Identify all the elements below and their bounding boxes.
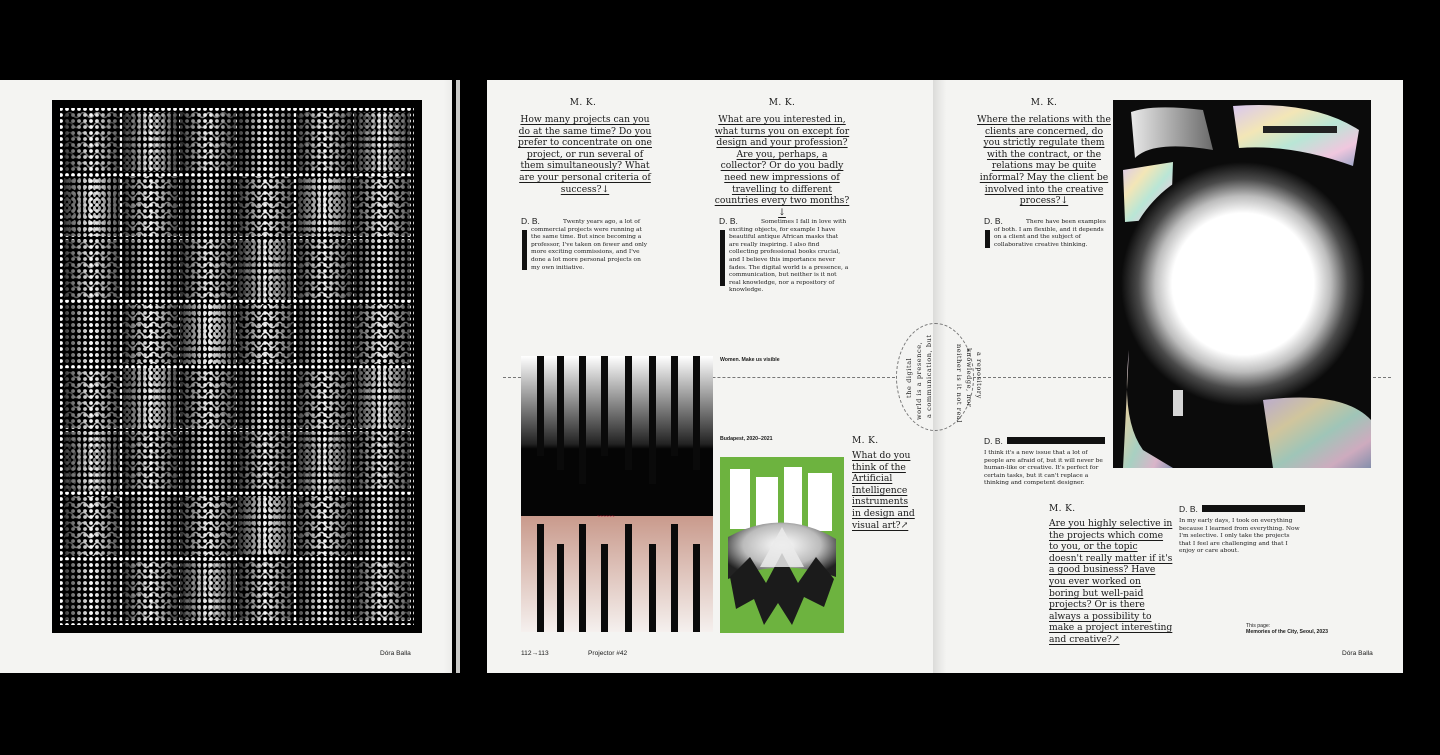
op-art-shade xyxy=(64,240,120,300)
circle-quote-line-3: a communication, but xyxy=(925,334,933,418)
page-numbers: 112→113 xyxy=(521,650,549,657)
op-art-shade xyxy=(122,304,178,364)
speaker-mk-1: M. K. xyxy=(569,98,597,108)
poster-bar xyxy=(671,356,678,456)
op-art-pattern xyxy=(52,100,422,633)
circle-quote-line-1: the digital xyxy=(905,357,913,398)
poster-bar xyxy=(625,356,632,470)
speaker-db-selective: D. B. xyxy=(1179,504,1198,514)
op-art-shade xyxy=(180,112,236,172)
circle-quote-line-5: knowledge, nor xyxy=(965,348,973,408)
right-spread xyxy=(487,80,1403,673)
circle-quote-line-6: a repository xyxy=(975,352,983,399)
op-art-shade xyxy=(238,304,294,364)
women-poster-art xyxy=(521,356,713,632)
this-page-title: Memories of the City, Seoul, 2023 xyxy=(1246,629,1329,635)
poster-bar xyxy=(601,356,608,456)
op-art-shade xyxy=(354,176,410,236)
op-art-shade xyxy=(64,304,120,364)
right-footer-name: Dóra Balla xyxy=(1342,650,1373,657)
op-art-shade xyxy=(238,176,294,236)
poster-bar xyxy=(579,524,586,632)
this-page-label: This page: xyxy=(1246,623,1271,629)
op-art-shade xyxy=(296,432,352,492)
left-page xyxy=(0,80,452,673)
op-art-shade xyxy=(180,432,236,492)
question-clients[interactable]: Where the relations with the clients are concerned, do you strictly regulate them with the contract, or the relations may be quite informal? May the client be involved into the creative process?↓ xyxy=(977,114,1111,207)
answer-projects: Twenty years ago, a lot of commercial projects were running at the same time. But since becoming a professor, I've taken on fewer and only more exciting commissions, and I've done a lot more personal projects on my own initiative. xyxy=(531,219,648,271)
poster-bar xyxy=(693,544,700,632)
op-art-shade xyxy=(180,304,236,364)
op-art-shade xyxy=(238,240,294,300)
op-art-shade xyxy=(238,432,294,492)
op-art-shade xyxy=(180,560,236,620)
speaker-db-3: D. B. xyxy=(984,216,1003,226)
poster-bar xyxy=(693,356,700,470)
poster-bar xyxy=(557,356,564,470)
op-art-shade xyxy=(296,496,352,556)
speaker-mk-2: M. K. xyxy=(768,98,796,108)
magazine-issue: Projector #42 xyxy=(588,650,628,657)
op-art-shade xyxy=(64,368,120,428)
poster-bar xyxy=(671,524,678,632)
circle-quote-line-2: world is a presence, xyxy=(915,341,923,420)
op-art-shade xyxy=(296,112,352,172)
op-art-shade xyxy=(64,496,120,556)
op-art-shade xyxy=(64,112,120,172)
question-projects[interactable]: How many projects can you do at the same time? Do you prefer to concentrate on one project, or run several of them simultaneously? What are your personal criteria of success?↓ xyxy=(518,114,652,195)
op-art-shade xyxy=(296,560,352,620)
question-interests[interactable]: What are you interested in, what turns you on except for design and your profession? Are you, perhaps, a collector? Or do you badly need new impressions of travelling to different countries every two months?↓ xyxy=(714,114,850,218)
op-art-shade xyxy=(122,368,178,428)
left-footer-name: Dóra Balla xyxy=(380,650,411,657)
op-art-shade xyxy=(354,496,410,556)
op-art-shade xyxy=(180,240,236,300)
op-art-shade xyxy=(296,304,352,364)
op-art-shade xyxy=(122,496,178,556)
op-art-shade xyxy=(122,432,178,492)
op-art-shade xyxy=(122,560,178,620)
answer-bar-1 xyxy=(522,230,527,270)
poster-bar xyxy=(537,524,544,632)
op-art-shade xyxy=(122,112,178,172)
op-art-shade xyxy=(296,176,352,236)
op-art-shade xyxy=(296,240,352,300)
op-art-shade xyxy=(122,240,178,300)
speaker-mk-3: M. K. xyxy=(1030,98,1058,108)
op-art-shade xyxy=(354,368,410,428)
circle-quote-line-4: neither is it not real xyxy=(955,344,963,424)
op-art-shade xyxy=(64,560,120,620)
women-poster xyxy=(521,356,713,632)
op-art-shade xyxy=(180,496,236,556)
memories-seoul-artwork xyxy=(1113,100,1371,468)
answer-bar-selective xyxy=(1202,505,1305,512)
op-art-shade xyxy=(180,368,236,428)
speaker-db-2: D. B. xyxy=(719,216,738,226)
op-art-shade xyxy=(238,368,294,428)
memories-seoul-art xyxy=(1113,100,1371,468)
budapest-poster-art xyxy=(720,457,844,633)
op-art-shade xyxy=(354,560,410,620)
op-art-shade xyxy=(122,176,178,236)
op-art-shade xyxy=(238,560,294,620)
answer-interests: Sometimes I fall in love with exciting objects, for example I have beautiful antique African masks that are really inspiring. I also find collecting professional books crucial, and I believe this importance never fades. The digital world is a presence, a communication, but neither is it not real knowledge, nor a repository of knowledge. xyxy=(729,219,849,294)
op-art-shade xyxy=(354,432,410,492)
op-art-shade xyxy=(238,112,294,172)
op-art-shade xyxy=(296,368,352,428)
speaker-db-ai: D. B. xyxy=(984,436,1003,446)
page-gap xyxy=(456,80,460,673)
poster-bar xyxy=(579,356,586,484)
poster-bar xyxy=(649,356,656,484)
op-art-shade xyxy=(64,432,120,492)
op-art-artwork xyxy=(52,100,422,633)
poster-bar xyxy=(649,544,656,632)
speaker-mk-selective: M. K. xyxy=(1049,504,1076,514)
speaker-db-1: D. B. xyxy=(521,216,540,226)
poster-bar xyxy=(601,544,608,632)
poster-bar xyxy=(625,524,632,632)
poster-bar xyxy=(537,356,544,456)
question-ai[interactable]: What do you think of the Artificial Intelligence instruments in design and visual art?↗ xyxy=(852,450,915,531)
answer-selective: In my early days, I took on everything because I learned from everything. Now I'm selective. I only take the projects that I feel are challenging and that I enjoy or care about. xyxy=(1179,518,1300,555)
answer-bar-3 xyxy=(985,230,990,248)
op-art-shade xyxy=(180,176,236,236)
answer-bar-ai xyxy=(1007,437,1105,444)
budapest-caption: Budapest, 2020–2021 xyxy=(720,436,773,442)
answer-bar-2 xyxy=(720,230,725,286)
op-art-shade xyxy=(354,240,410,300)
poster-bar xyxy=(557,544,564,632)
svg-text:~~~~~~: ~~~~~~ xyxy=(597,514,615,520)
op-art-shade xyxy=(354,304,410,364)
op-art-shade xyxy=(64,176,120,236)
op-art-shade xyxy=(354,112,410,172)
op-art-shade xyxy=(238,496,294,556)
women-caption: Women. Make us visible xyxy=(720,357,780,363)
answer-clients: There have been examples of both. I am flexible, and it depends on a client and the subject of collaborative creative thinking. xyxy=(994,219,1106,248)
answer-ai: I think it's a new issue that a lot of people are afraid of, but it will never be human-like or creative. It's perfect for certain tasks, but it can't replace a thinking and competent designer. xyxy=(984,450,1103,487)
question-selective[interactable]: Are you highly selective in the projects which come to you, or the topic doesn't really matter if it's a good business? Have you ever worked on boring but well-paid projects? Or is there always a possibility to make a project interesting and creative?↗ xyxy=(1049,518,1173,645)
speaker-mk-ai: M. K. xyxy=(852,436,879,446)
budapest-poster xyxy=(720,457,844,633)
